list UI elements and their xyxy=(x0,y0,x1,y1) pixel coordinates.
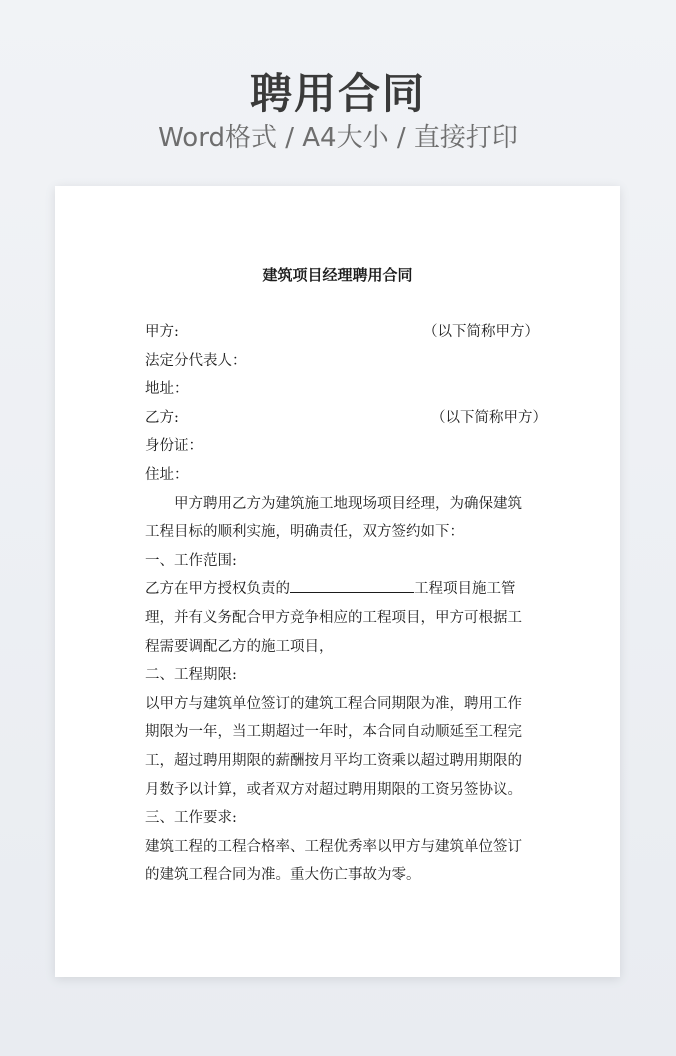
section3-heading: 三、工作要求: xyxy=(145,810,237,827)
legal-rep-line: 法定分代表人： xyxy=(145,352,247,369)
fill-in-blank xyxy=(290,575,414,593)
party-a-line xyxy=(145,318,539,347)
party-b-line xyxy=(145,404,547,433)
document-page xyxy=(55,186,620,977)
section1-text-after: 工程项目施工管 xyxy=(414,581,516,598)
section3-line-2: 的建筑工程合同为准。重大伤亡事故为零。 xyxy=(145,867,421,884)
section1-line-3: 程需要调配乙方的施工项目， xyxy=(145,638,334,655)
intro-line-1: 甲方聘用乙方为建筑施工地现场项目经理，为确保建筑 xyxy=(174,495,522,512)
document-body xyxy=(145,318,547,890)
party-a-label: 甲方: xyxy=(145,324,179,340)
section2-line-3: 工，超过聘用期限的薪酬按月平均工资乘以超过聘用期限的 xyxy=(145,752,522,769)
section2-line-4: 月数予以计算，或者双方对超过聘用期限的工资另签协议。 xyxy=(145,781,522,798)
page-subtitle: Word格式 / A4大小 / 直接打印 xyxy=(158,123,518,153)
section2-line-1: 以甲方与建筑单位签订的建筑工程合同期限为准，聘用工作 xyxy=(145,695,522,712)
section1-line-2: 理，并有义务配合甲方竞争相应的工程项目，甲方可根据工 xyxy=(145,609,522,626)
address-b-line: 住址： xyxy=(145,466,189,483)
section2-line-2: 期限为一年，当工期超过一年时，本合同自动顺延至工程完 xyxy=(145,724,522,741)
document-title: 建筑项目经理聘用合同 xyxy=(262,266,413,284)
section1-line-1 xyxy=(145,575,535,604)
party-b-label: 乙方: xyxy=(145,409,179,426)
section1-text-before: 乙方在甲方授权负责的 xyxy=(145,581,290,598)
intro-line-2: 工程目标的顺利实施，明确责任，双方签约如下： xyxy=(145,524,464,541)
section2-heading: 二、工程期限: xyxy=(145,667,237,684)
section3-line-1: 建筑工程的工程合格率、工程优秀率以甲方与建筑单位签订 xyxy=(145,838,522,855)
page-title: 聘用合同 xyxy=(249,69,426,118)
party-a-note: （以下简称甲方） xyxy=(423,324,539,340)
party-b-note: （以下简称甲方） xyxy=(431,409,547,426)
id-line: 身份证： xyxy=(145,438,203,455)
section1-heading: 一、工作范围: xyxy=(145,552,237,569)
address-a-line: 地址： xyxy=(145,381,189,398)
